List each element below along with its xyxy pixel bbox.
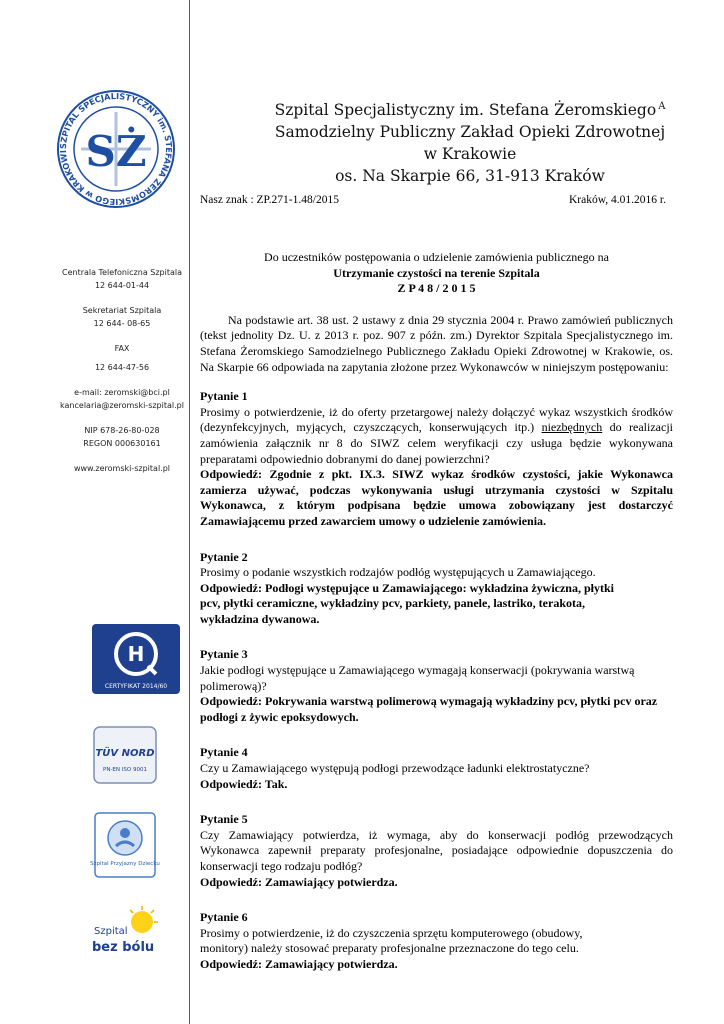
phone-number: 12 644-01-44 bbox=[94, 280, 150, 290]
painless-label-2: bez bólu bbox=[92, 940, 155, 955]
logo-monogram: SŻ bbox=[85, 127, 147, 176]
answer-4: Odpowiedź: Tak. bbox=[200, 776, 288, 791]
question-6-text: Prosimy o potwierdzenie, iż do czyszczenia sprzętu komputerowego (obudowy, monitory) należy stosować preparaty profesjonalne przeznaczone do tego celu. bbox=[200, 925, 583, 956]
question-5 bbox=[200, 812, 673, 890]
fax-number: 12 644-47-56 bbox=[94, 362, 150, 372]
quality-certificate-badge bbox=[92, 624, 180, 699]
question-5-text: Czy Zamawiający potwierdza, iż wymaga, aby do konserwacji podłóg przewodzących Wykonawca zapewnił preparaty profesjonalne, posiadające odpowiednie dopuszczenia do konserwacji tego rodzaju podłóg? bbox=[200, 827, 673, 873]
letter-body bbox=[200, 250, 673, 973]
secretary-phone: 12 644- 08-65 bbox=[93, 318, 151, 328]
website: www.zeromski-szpital.pl bbox=[73, 464, 171, 473]
answer-3: Odpowiedź: Pokrywania warstwą polimerową wymagają wykładziny pcv, płytki pcv oraz podłogi z żywic epoksydowych. bbox=[200, 694, 658, 724]
question-3-text: Jakie podłogi występujące u Zamawiającego wymagają konserwacji (pokrywania warstwą polimerową)? bbox=[200, 663, 635, 693]
iso-label: PN-EN ISO 9001 bbox=[103, 767, 147, 773]
question-6 bbox=[200, 910, 673, 972]
question-1-text: Prosimy o potwierdzenie, iż do oferty przetargowej należy dołączyć wykaz wszystkich środków (dezynfekcyjnych, myjących, czyszczących, konserwujących itp.) niezbędnych do realizacji zamówienia załącznik nr 8 do SIWZ celem weryfikacji czy usługa będzie wykonywana preparatami odpowiednio dobranymi do danej powierzchni? bbox=[200, 404, 673, 466]
question-3-title: Pytanie 3 bbox=[200, 647, 248, 662]
legal-basis-paragraph: Na podstawie art. 38 ust. 2 ustawy z dnia 29 stycznia 2004 r. Prawo zamówień publicznych (tekst jednolity Dz. U. z 2013 r. poz. 907 z późn. zm.) Dyrektor Szpitala Specjalistycznego im. Stefana Żeromskiego Samodzielnego Publicznego Zakładu Opieki Zdrowotnej w Krakowie, os. Na Skarpie 66 odpowiada na zapytania złożone przez Wykonawców w niniejszym postępowaniu: bbox=[200, 312, 673, 374]
header-mark: A bbox=[658, 101, 666, 112]
question-1-title: Pytanie 1 bbox=[200, 389, 248, 404]
quality-cert-label: CERTYFIKAT 2014/60 bbox=[104, 683, 168, 690]
painless-label-1: Szpital bbox=[94, 926, 128, 937]
phone-label: Centrala Telefoniczna Szpitala bbox=[61, 268, 183, 277]
header-line-2: Samodzielny Publiczny Zakład Opieki Zdrowotnej bbox=[274, 123, 666, 142]
letterhead bbox=[250, 96, 690, 187]
underlined-word: niezbędnych bbox=[541, 420, 603, 435]
question-1 bbox=[200, 389, 673, 529]
answer-5: Odpowiedź: Zamawiający potwierdza. bbox=[200, 874, 398, 889]
header-line-4: os. Na Skarpie 66, 31-913 Kraków bbox=[335, 167, 605, 186]
tender-case-number: Z P 4 8 / 2 0 1 5 bbox=[397, 281, 476, 296]
vertical-rule bbox=[189, 0, 190, 1024]
email-primary: e-mail: zeromski@bci.pl bbox=[74, 388, 170, 397]
question-6-title: Pytanie 6 bbox=[200, 910, 248, 925]
nip-number: NIP 678-26-80-028 bbox=[84, 426, 160, 435]
question-4-title: Pytanie 4 bbox=[200, 745, 248, 760]
tender-subject: Utrzymanie czystości na terenie Szpitala bbox=[333, 265, 540, 280]
question-4 bbox=[200, 745, 673, 792]
regon-number: REGON 000630161 bbox=[83, 438, 161, 448]
child-friendly-badge bbox=[90, 812, 160, 883]
tuv-label: TÜV NORD bbox=[95, 748, 155, 759]
quality-h-icon: H bbox=[127, 642, 145, 666]
contact-sidebar bbox=[56, 267, 188, 489]
tuv-iso-badge bbox=[93, 726, 157, 789]
secretary-label: Sekretariat Szpitala bbox=[82, 306, 162, 315]
fax-label: FAX bbox=[114, 344, 130, 353]
email-office: kancelaria@zeromski-szpital.pl bbox=[60, 400, 184, 410]
logo-ring-text: SZPITAL SPECJALISTYCZNY im. STEFANA ŻEROMSKIEGO w KRAKOWI bbox=[57, 90, 175, 208]
child-friendly-label: Szpital Przyjazny Dziecku bbox=[90, 861, 160, 867]
addressee-line: Do uczestników postępowania o udzielenie zamówienia publicznego na bbox=[264, 250, 609, 264]
question-4-text: Czy u Zamawiającego występują podłogi przewodzące ładunki elektrostatyczne? bbox=[200, 761, 590, 776]
question-5-title: Pytanie 5 bbox=[200, 812, 248, 827]
answer-6: Odpowiedź: Zamawiający potwierdza. bbox=[200, 956, 398, 971]
question-2 bbox=[200, 550, 673, 628]
question-3 bbox=[200, 647, 673, 725]
question-2-text: Prosimy o podanie wszystkich rodzajów podłóg występujących u Zamawiającego. bbox=[200, 565, 596, 580]
hospital-logo bbox=[55, 88, 177, 210]
answer-2: Odpowiedź: Podłogi występujące u Zamawiającego: wykładzina żywiczna, płytki pcv, płytki ceramiczne, wykładziny pcv, parkiety, panele, lastriko, terakota, wykładzina dywanowa. bbox=[200, 580, 614, 626]
question-2-title: Pytanie 2 bbox=[200, 549, 248, 564]
header-line-1: Szpital Specjalistyczny im. Stefana Żeromskiego $^A$ bbox=[274, 101, 666, 120]
header-line-3: w Krakowie bbox=[423, 145, 517, 164]
document-date: Kraków, 4.01.2016 r. bbox=[569, 194, 666, 206]
painless-hospital-badge bbox=[90, 906, 160, 961]
reference-number: Nasz znak : ZP.271-1.48/2015 bbox=[200, 194, 339, 206]
answer-1: Odpowiedź: Zgodnie z pkt. IX.3. SIWZ wykaz środków czystości, jakie Wykonawca zamierza używać, podczas wykonywania usługi utrzymania czystości w Szpitalu Wykonawca, z którym podpisana będzie umowa zobowiązany jest dostarczyć Zamawiającemu przed zawarciem umowy o udzielenie zamówienia. bbox=[200, 467, 673, 528]
